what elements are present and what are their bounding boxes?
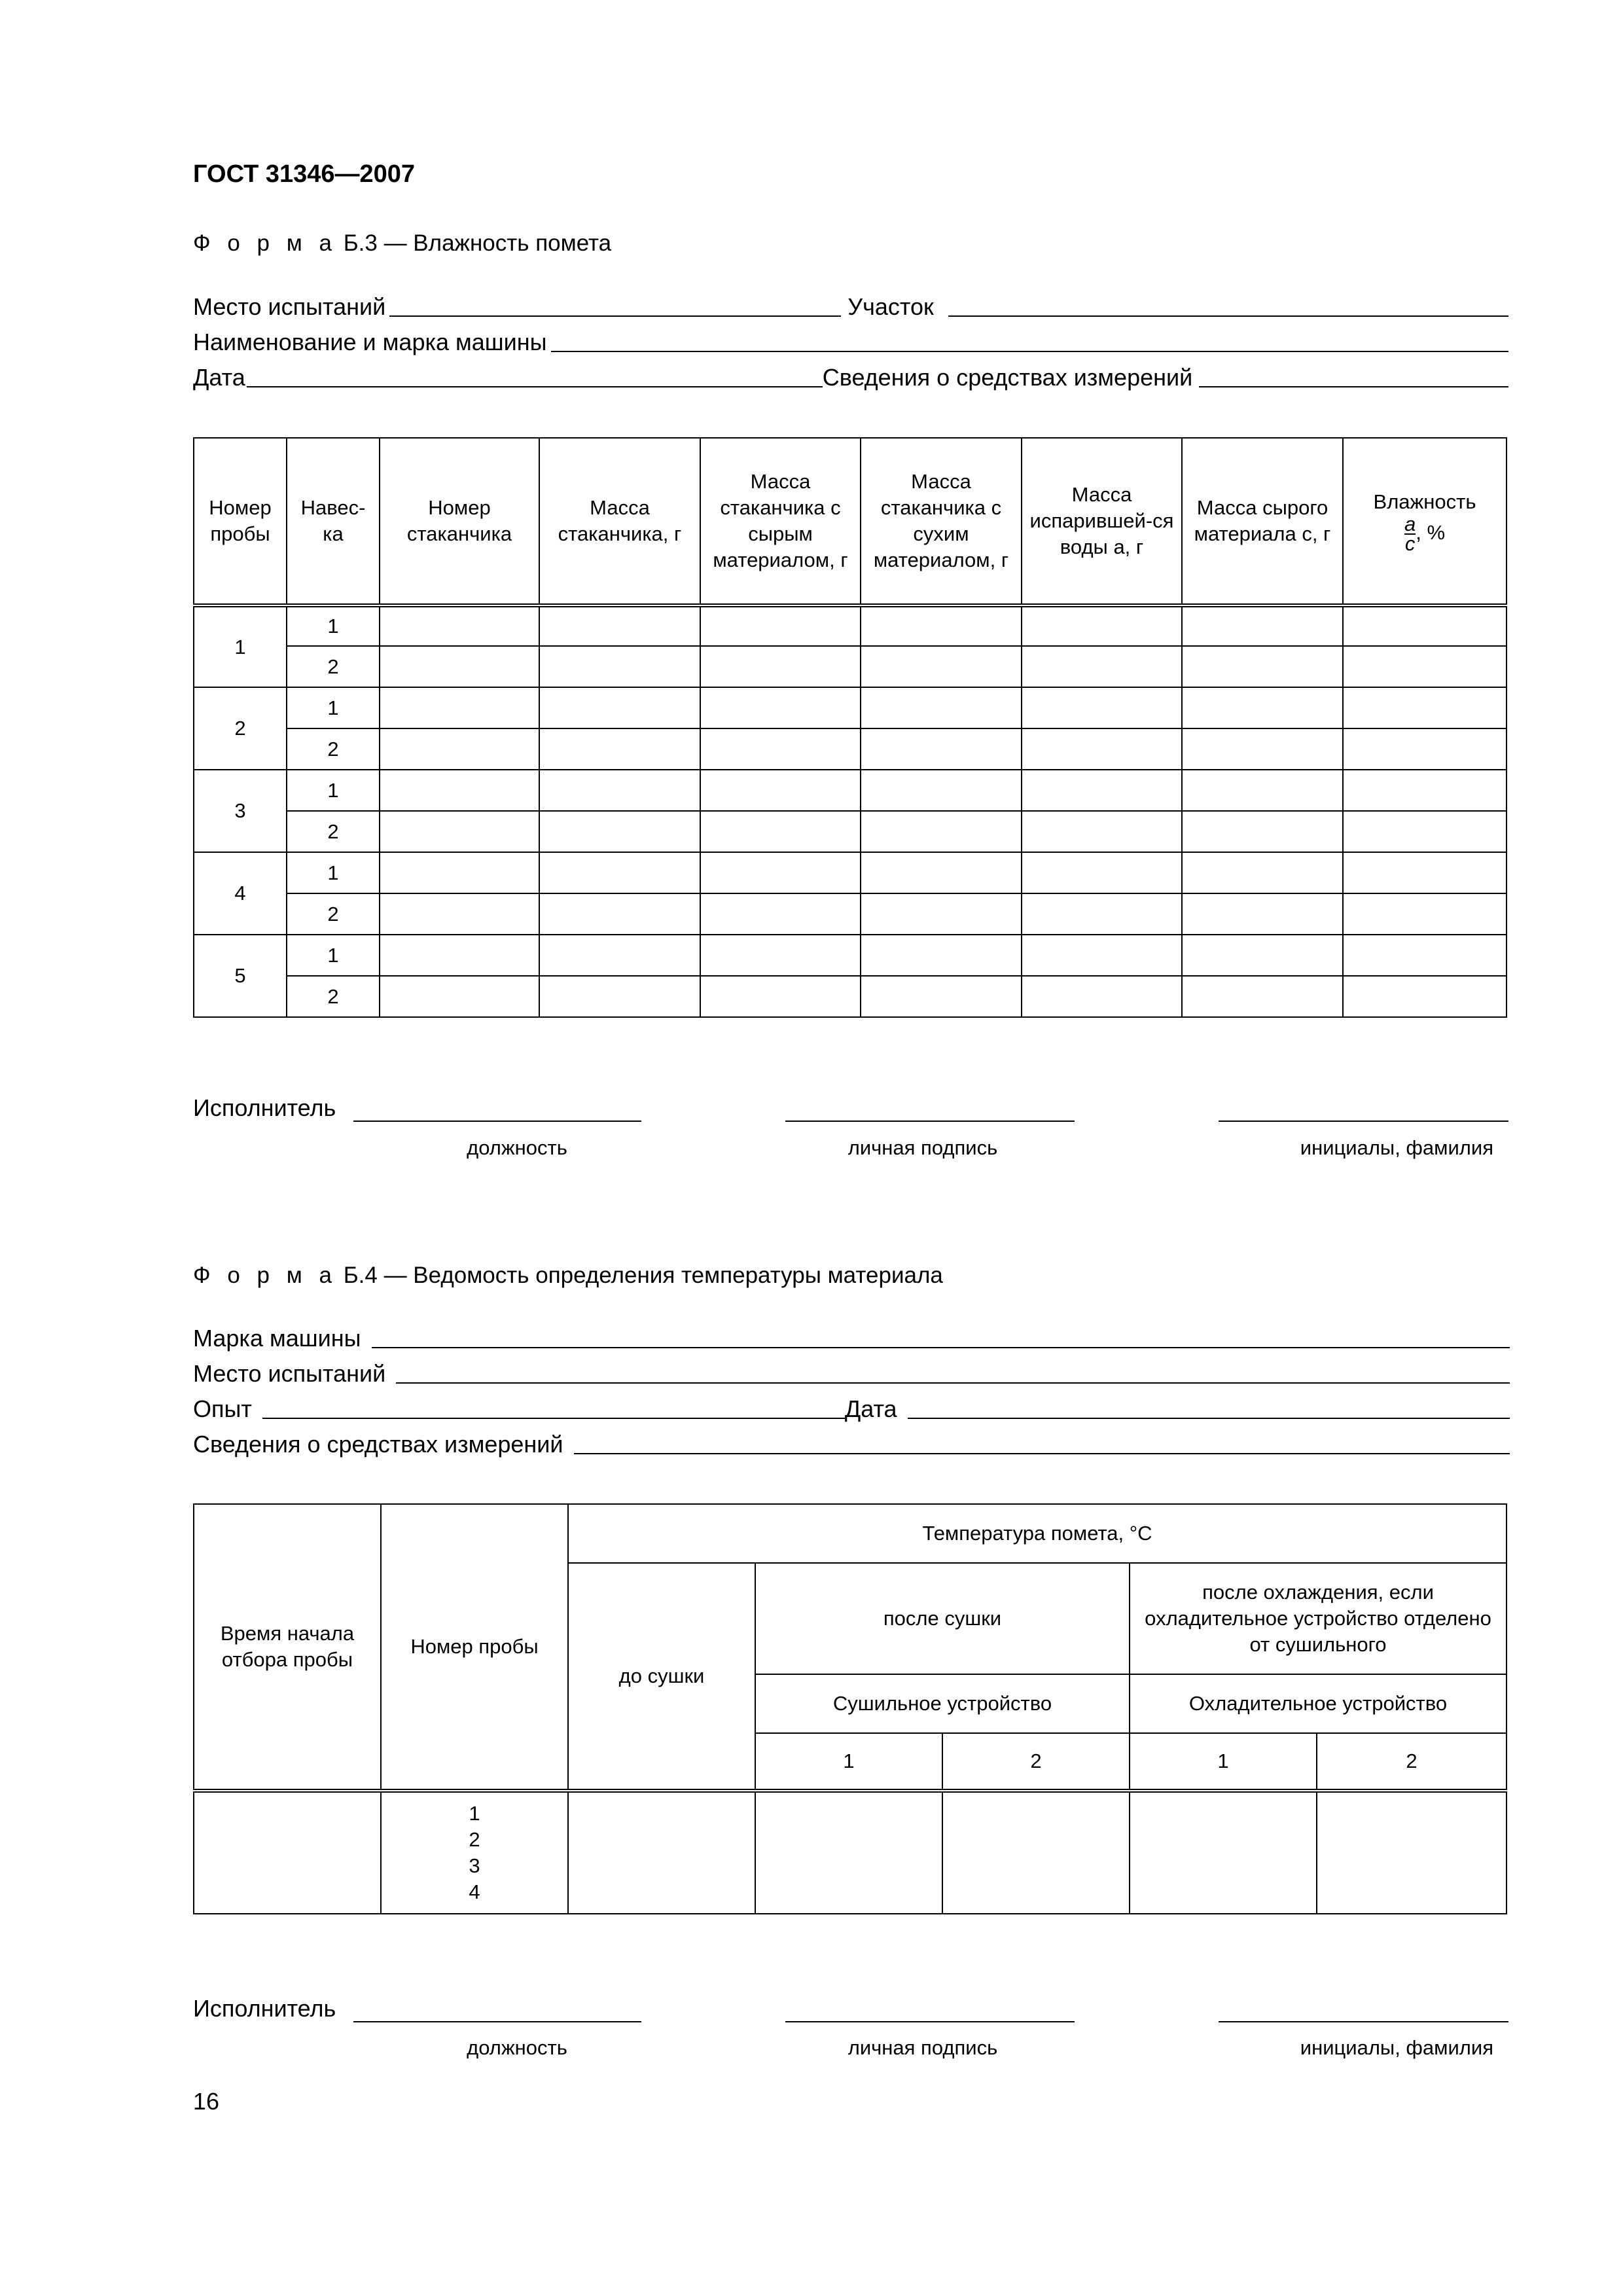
entry-cell[interactable] bbox=[700, 646, 861, 687]
place-label: Место испытаний bbox=[193, 293, 386, 320]
col-header-evaporated-water: Масса испарившей-ся воды a, г bbox=[1022, 438, 1182, 605]
entry-cell[interactable] bbox=[380, 811, 539, 852]
entry-cell[interactable] bbox=[380, 852, 539, 893]
form-b4-position-line[interactable] bbox=[353, 2021, 641, 2022]
entry-cell[interactable] bbox=[1343, 605, 1507, 646]
entry-cell[interactable] bbox=[1343, 976, 1507, 1017]
entry-cell[interactable] bbox=[700, 893, 861, 935]
entry-cell[interactable] bbox=[700, 976, 861, 1017]
col-header-cup-dry-mass: Масса стаканчика с сухим материалом, г bbox=[861, 438, 1022, 605]
col-header-weighing: Навес-ка bbox=[287, 438, 380, 605]
section-label: Участок bbox=[847, 293, 934, 320]
weighing-cell: 1 bbox=[287, 605, 380, 646]
place-field[interactable] bbox=[389, 296, 841, 317]
entry-cell[interactable] bbox=[1343, 646, 1507, 687]
date-field[interactable] bbox=[908, 1398, 1510, 1419]
date-label: Дата bbox=[193, 364, 245, 391]
entry-cell[interactable] bbox=[1182, 852, 1343, 893]
machine-name-label: Наименование и марка машины bbox=[193, 329, 547, 355]
form-b4-line-measurement bbox=[193, 1431, 1510, 1458]
probe-number-cell: 4 bbox=[194, 852, 287, 935]
entry-cell[interactable] bbox=[539, 976, 700, 1017]
entry-cell[interactable] bbox=[1182, 935, 1343, 976]
measurement-info-label: Сведения о средствах измерений bbox=[193, 1431, 563, 1458]
machine-name-field[interactable] bbox=[551, 331, 1508, 352]
machine-brand-field[interactable] bbox=[372, 1327, 1510, 1348]
temperature-table bbox=[193, 1503, 1507, 1914]
col-header-raw-material-mass: Масса сырого материала c, г bbox=[1182, 438, 1343, 605]
form-b3-initials-line[interactable] bbox=[1219, 1121, 1508, 1122]
entry-cell[interactable] bbox=[1022, 935, 1182, 976]
probe-number-cell: 5 bbox=[194, 935, 287, 1017]
entry-cell[interactable] bbox=[1182, 605, 1343, 646]
form-b4-line-experiment bbox=[193, 1395, 1510, 1423]
weighing-cell: 2 bbox=[287, 646, 380, 687]
form-b4-initials-caption: инициалы, фамилия bbox=[1300, 2036, 1493, 2059]
table-row bbox=[194, 728, 1507, 770]
entry-cell[interactable] bbox=[1343, 728, 1507, 770]
entry-cell[interactable] bbox=[568, 1791, 755, 1914]
form-b3-line-machine bbox=[193, 329, 1508, 356]
entry-cell[interactable] bbox=[1343, 770, 1507, 811]
document-header: ГОСТ 31346—2007 bbox=[193, 160, 416, 188]
entry-cell[interactable] bbox=[1022, 770, 1182, 811]
moisture-table-header bbox=[194, 438, 1507, 605]
entry-cell[interactable] bbox=[1182, 811, 1343, 852]
entry-cell[interactable] bbox=[1182, 728, 1343, 770]
entry-cell[interactable] bbox=[942, 1791, 1130, 1914]
form-b3-position-line[interactable] bbox=[353, 1121, 641, 1122]
humidity-unit: , % bbox=[1416, 521, 1446, 545]
date-field[interactable] bbox=[247, 367, 823, 387]
entry-cell[interactable] bbox=[1022, 646, 1182, 687]
entry-cell[interactable] bbox=[861, 770, 1022, 811]
form-b4-signature-caption: личная подпись bbox=[847, 2036, 998, 2059]
entry-cell[interactable] bbox=[539, 935, 700, 976]
entry-cell[interactable] bbox=[1343, 935, 1507, 976]
form-b4-line-place bbox=[193, 1360, 1510, 1388]
form-b4-line-machine bbox=[193, 1325, 1510, 1352]
form-b4-caption-prefix: Ф о р м а bbox=[193, 1263, 337, 1288]
measurement-info-field[interactable] bbox=[574, 1433, 1510, 1454]
entry-cell[interactable] bbox=[700, 770, 861, 811]
col-header-cup-number: Номер стаканчика bbox=[380, 438, 539, 605]
probe-number: 4 bbox=[469, 1880, 480, 1903]
probe-number-cell: 1 bbox=[194, 605, 287, 687]
probe-number: 2 bbox=[469, 1828, 480, 1851]
form-b3-caption-text: Б.3 — Влажность помета bbox=[336, 230, 612, 256]
entry-cell[interactable] bbox=[700, 811, 861, 852]
entry-cell[interactable] bbox=[700, 852, 861, 893]
col-header-drying-1: 1 bbox=[755, 1733, 942, 1791]
entry-cell[interactable] bbox=[861, 811, 1022, 852]
entry-cell[interactable] bbox=[861, 893, 1022, 935]
weighing-cell: 1 bbox=[287, 852, 380, 893]
entry-cell[interactable] bbox=[380, 605, 539, 646]
experiment-field[interactable] bbox=[262, 1398, 845, 1419]
entry-cell[interactable] bbox=[380, 935, 539, 976]
table-row bbox=[194, 1791, 1507, 1914]
entry-cell[interactable] bbox=[1343, 852, 1507, 893]
entry-cell[interactable] bbox=[1022, 976, 1182, 1017]
table-row bbox=[194, 687, 1507, 728]
entry-cell[interactable] bbox=[1343, 687, 1507, 728]
entry-cell[interactable] bbox=[1182, 687, 1343, 728]
col-header-probe-number: Номер пробы bbox=[194, 438, 287, 605]
weighing-cell: 2 bbox=[287, 976, 380, 1017]
form-b3-position-caption: должность bbox=[467, 1136, 567, 1159]
probe-number: 1 bbox=[469, 1802, 480, 1825]
entry-cell[interactable] bbox=[861, 935, 1022, 976]
form-b4-performer-label: Исполнитель bbox=[193, 1995, 336, 2022]
form-b3-line-date bbox=[193, 364, 1508, 391]
entry-cell[interactable] bbox=[380, 893, 539, 935]
form-b3-performer-label: Исполнитель bbox=[193, 1094, 336, 1121]
page-number: 16 bbox=[193, 2088, 220, 2115]
col-header-cooling-2: 2 bbox=[1317, 1733, 1507, 1791]
place-field[interactable] bbox=[396, 1363, 1510, 1384]
entry-cell[interactable] bbox=[539, 852, 700, 893]
entry-cell[interactable] bbox=[1130, 1791, 1317, 1914]
entry-cell[interactable] bbox=[1022, 852, 1182, 893]
entry-cell[interactable] bbox=[1182, 770, 1343, 811]
table-row bbox=[194, 976, 1507, 1017]
table-row bbox=[194, 811, 1507, 852]
experiment-label: Опыт bbox=[193, 1395, 252, 1422]
col-header-cooling-1: 1 bbox=[1130, 1733, 1317, 1791]
col-header-sampling-time: Время начала отбора пробы bbox=[194, 1504, 381, 1791]
form-b3-signature-line[interactable] bbox=[785, 1121, 1075, 1122]
entry-cell[interactable] bbox=[861, 646, 1022, 687]
col-header-cooling-device: Охладительное устройство bbox=[1130, 1674, 1507, 1733]
entry-cell[interactable] bbox=[700, 605, 861, 646]
entry-cell[interactable] bbox=[380, 728, 539, 770]
form-b4-initials-line[interactable] bbox=[1219, 2021, 1508, 2022]
entry-cell[interactable] bbox=[1022, 605, 1182, 646]
form-b3-line-place bbox=[193, 293, 1508, 321]
weighing-cell: 2 bbox=[287, 728, 380, 770]
entry-cell[interactable] bbox=[1022, 687, 1182, 728]
entry-cell[interactable] bbox=[861, 728, 1022, 770]
entry-cell[interactable] bbox=[1317, 1791, 1507, 1914]
entry-cell[interactable] bbox=[700, 687, 861, 728]
section-field[interactable] bbox=[948, 296, 1508, 317]
entry-cell[interactable] bbox=[1182, 646, 1343, 687]
entry-cell[interactable] bbox=[380, 646, 539, 687]
entry-cell[interactable] bbox=[539, 646, 700, 687]
probe-number-list bbox=[381, 1791, 568, 1914]
form-b3-signature-caption: личная подпись bbox=[847, 1136, 998, 1159]
entry-cell[interactable] bbox=[1343, 893, 1507, 935]
entry-cell[interactable] bbox=[380, 687, 539, 728]
humidity-label: Влажность bbox=[1373, 490, 1476, 513]
table-row bbox=[194, 893, 1507, 935]
machine-brand-label: Марка машины bbox=[193, 1325, 361, 1352]
place-label: Место испытаний bbox=[193, 1360, 386, 1387]
entry-cell[interactable] bbox=[861, 687, 1022, 728]
col-header-before-drying: до сушки bbox=[568, 1563, 755, 1791]
col-header-after-cooling: после охлаждения, если охладительное устройство отделено от сушильного bbox=[1130, 1563, 1507, 1674]
form-b4-position-caption: должность bbox=[467, 2036, 567, 2059]
entry-cell[interactable] bbox=[755, 1791, 942, 1914]
form-b4-caption-text: Б.4 — Ведомость определения температуры материала bbox=[336, 1263, 943, 1288]
temperature-table-header-row bbox=[194, 1504, 1507, 1563]
humidity-formula bbox=[1347, 512, 1502, 555]
moisture-table bbox=[193, 437, 1507, 1018]
table-row bbox=[194, 935, 1507, 976]
entry-cell[interactable] bbox=[1182, 976, 1343, 1017]
humidity-fraction bbox=[1404, 512, 1416, 555]
weighing-cell: 2 bbox=[287, 811, 380, 852]
humidity-denominator: c bbox=[1404, 532, 1416, 555]
measurement-info-label: Сведения о средствах измерений bbox=[822, 364, 1193, 391]
probe-number-cell: 3 bbox=[194, 770, 287, 852]
form-b3-caption bbox=[193, 230, 611, 257]
entry-cell[interactable] bbox=[1343, 811, 1507, 852]
col-header-after-drying: после сушки bbox=[755, 1563, 1130, 1674]
weighing-cell: 1 bbox=[287, 935, 380, 976]
entry-cell[interactable] bbox=[1022, 728, 1182, 770]
entry-cell[interactable] bbox=[861, 605, 1022, 646]
table-row bbox=[194, 770, 1507, 811]
entry-cell[interactable] bbox=[1022, 811, 1182, 852]
entry-cell[interactable] bbox=[700, 728, 861, 770]
entry-cell[interactable] bbox=[700, 935, 861, 976]
col-header-drying-device: Сушильное устройство bbox=[755, 1674, 1130, 1733]
entry-cell[interactable] bbox=[539, 811, 700, 852]
col-header-cup-mass: Масса стаканчика, г bbox=[539, 438, 700, 605]
table-row bbox=[194, 852, 1507, 893]
table-row bbox=[194, 646, 1507, 687]
entry-cell[interactable] bbox=[861, 852, 1022, 893]
entry-cell[interactable] bbox=[1022, 893, 1182, 935]
probe-number-cell: 2 bbox=[194, 687, 287, 770]
humidity-numerator: a bbox=[1404, 512, 1416, 535]
entry-cell[interactable] bbox=[539, 687, 700, 728]
col-header-drying-2: 2 bbox=[942, 1733, 1130, 1791]
entry-cell[interactable] bbox=[380, 976, 539, 1017]
entry-cell[interactable] bbox=[539, 893, 700, 935]
entry-cell[interactable] bbox=[539, 728, 700, 770]
sampling-time-cell[interactable] bbox=[194, 1791, 381, 1914]
entry-cell[interactable] bbox=[380, 770, 539, 811]
table-row bbox=[194, 605, 1507, 646]
col-header-cup-wet-mass: Масса стаканчика с сырым материалом, г bbox=[700, 438, 861, 605]
date-label: Дата bbox=[844, 1395, 897, 1422]
entry-cell[interactable] bbox=[1182, 893, 1343, 935]
col-header-temperature: Температура помета, °C bbox=[568, 1504, 1507, 1563]
entry-cell[interactable] bbox=[539, 770, 700, 811]
col-header-probe-number: Номер пробы bbox=[381, 1504, 568, 1791]
form-b4-signature-line[interactable] bbox=[785, 2021, 1075, 2022]
col-header-humidity bbox=[1343, 438, 1507, 605]
weighing-cell: 2 bbox=[287, 893, 380, 935]
entry-cell[interactable] bbox=[861, 976, 1022, 1017]
form-b4-caption bbox=[193, 1263, 943, 1289]
weighing-cell: 1 bbox=[287, 687, 380, 728]
weighing-cell: 1 bbox=[287, 770, 380, 811]
form-b3-caption-prefix: Ф о р м а bbox=[193, 230, 337, 256]
form-b3-initials-caption: инициалы, фамилия bbox=[1300, 1136, 1493, 1159]
entry-cell[interactable] bbox=[539, 605, 700, 646]
measurement-info-field[interactable] bbox=[1199, 367, 1508, 387]
probe-number: 3 bbox=[469, 1854, 480, 1877]
